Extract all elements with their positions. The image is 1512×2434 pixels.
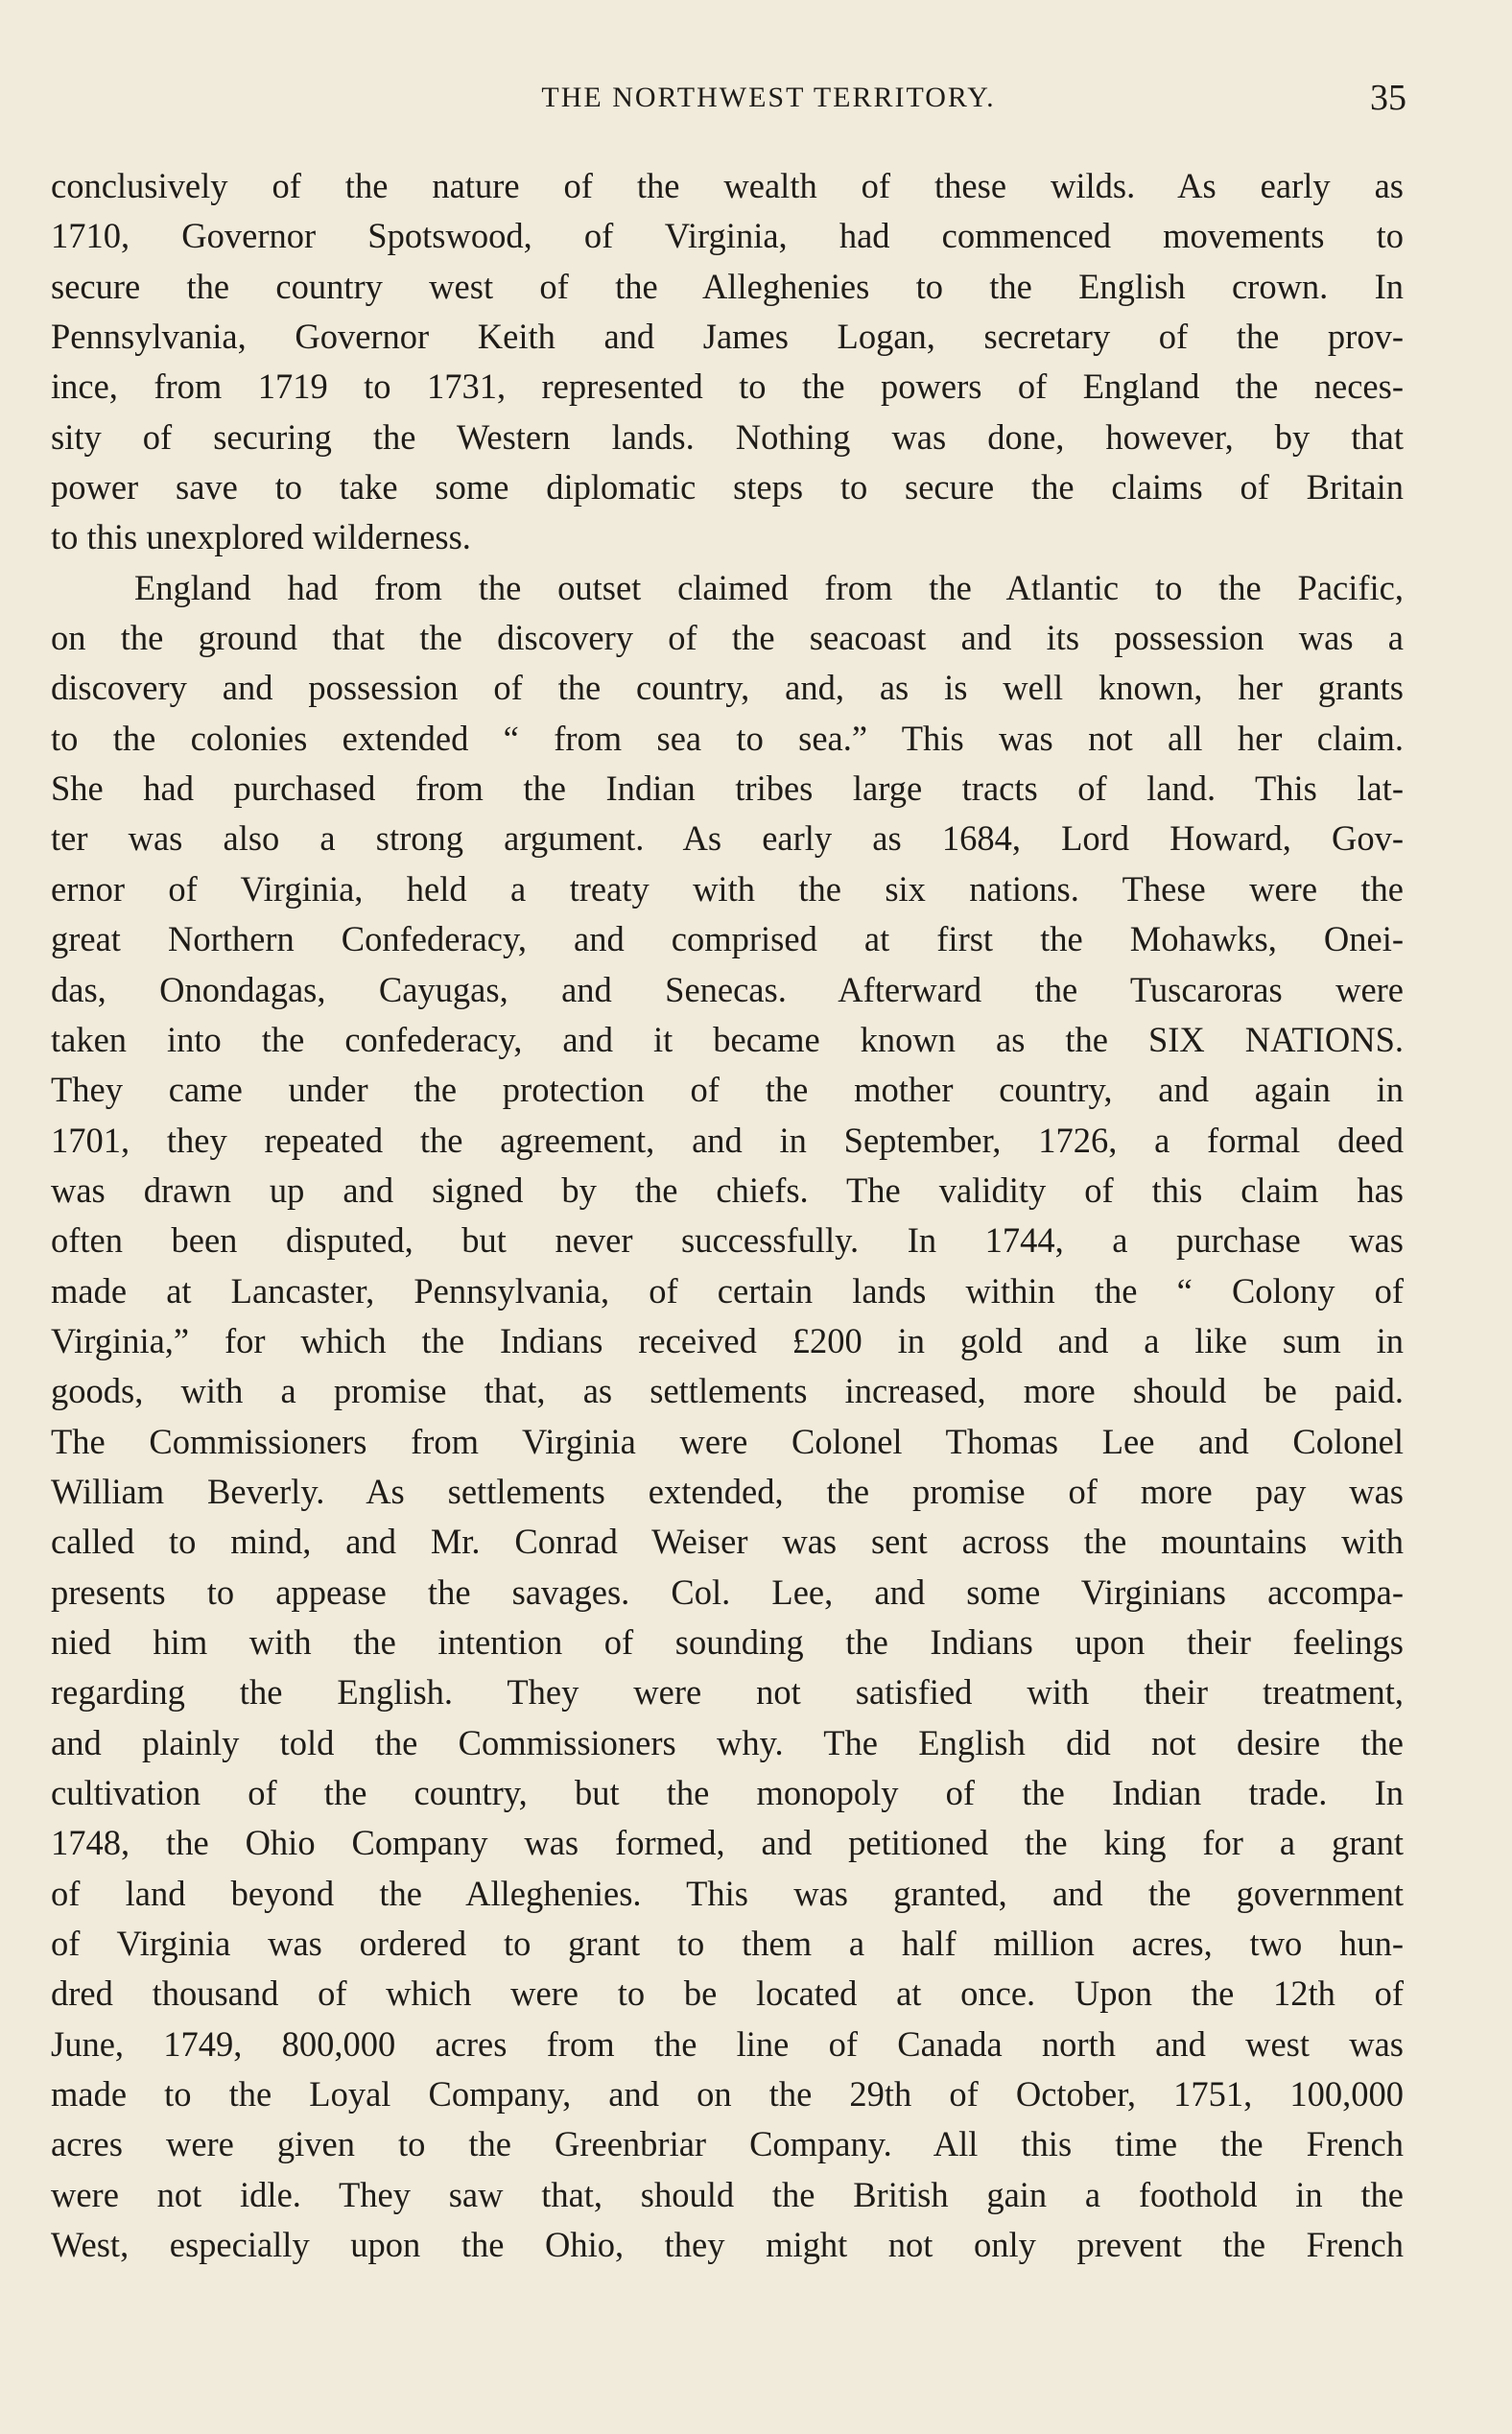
text-line: Pennsylvania, Governor Keith and James Logan, secretary of the prov- [51,317,1404,357]
text-line: goods, with a promise that, as settlements increased, more should be paid. [51,1371,1404,1411]
page-number: 35 [1370,78,1406,118]
text-line: She had purchased from the Indian tribes large tracts of land. This lat- [51,768,1404,809]
text-line: June, 1749, 800,000 acres from the line of Canada north and west was [51,2023,1404,2064]
text-line: taken into the confederacy, and it became known as the SIX NATIONS. [51,1019,1404,1059]
text-line: to this unexplored wilderness. [51,517,471,557]
text-line: made to the Loyal Company, and on the 29th of October, 1751, 100,000 [51,2074,1404,2115]
text-line: conclusively of the nature of the wealth of these wilds. As early as [51,166,1404,205]
text-line: called to mind, and Mr. Conrad Weiser was sent across the mountains with [51,1522,1404,1562]
text-line: 1701, they repeated the agreement, and in September, 1726, a formal deed [51,1120,1404,1160]
text-line: 1710, Governor Spotswood, of Virginia, had commenced movements to [51,216,1404,256]
text-line: on the ground that the discovery of the seacoast and its possession was a [51,618,1404,658]
text-line: They came under the protection of the mother country, and again in [51,1070,1404,1110]
text-line: ince, from 1719 to 1731, represented to the powers of England the neces- [51,366,1404,407]
text-line: and plainly told the Commissioners why. The English did not desire the [51,1722,1404,1762]
text-line: regarding the English. They were not satisfied with their treatment, [51,1672,1404,1713]
text-line: Virginia,” for which the Indians received £200 in gold and a like sum in [51,1320,1404,1360]
running-head [54,79,1406,127]
text-line: were not idle. They saw that, should the British gain a foothold in the [51,2174,1404,2214]
text-line: sity of securing the Western lands. Nothing was done, however, by that [51,416,1404,457]
text-line: England had from the outset claimed from the Atlantic to the Pacific, [134,567,1404,607]
text-line: West, especially upon the Ohio, they might not only prevent the French [51,2225,1404,2265]
text-line: William Beverly. As settlements extended, the promise of more pay was [51,1471,1404,1511]
text-line: The Commissioners from Virginia were Colonel Thomas Lee and Colonel [51,1421,1404,1461]
text-line: 1748, the Ohio Company was formed, and petitioned the king for a grant [51,1823,1404,1863]
text-line: of land beyond the Alleghenies. This was granted, and the government [51,1873,1404,1913]
text-line: of Virginia was ordered to grant to them a half million acres, two hun- [51,1924,1404,1964]
text-line: dred thousand of which were to be located at once. Upon the 12th of [51,1973,1404,2014]
text-line: was drawn up and signed by the chiefs. The validity of this claim has [51,1170,1404,1210]
text-line: power save to take some diplomatic steps to secure the claims of Britain [51,467,1404,508]
text-line: das, Onondagas, Cayugas, and Senecas. Afterward the Tuscaroras were [51,969,1404,1009]
text-line: acres were given to the Greenbriar Company. All this time the French [51,2124,1404,2164]
text-line: presents to appease the savages. Col. Lee, and some Virginians accompa- [51,1571,1404,1612]
text-line: cultivation of the country, but the monopoly of the Indian trade. In [51,1773,1404,1812]
text-line: secure the country west of the Alleghenies to the English crown. In [51,266,1404,306]
text-line: ter was also a strong argument. As early as 1684, Lord Howard, Gov- [51,818,1404,859]
text-line: often been disputed, but never successfully. In 1744, a purchase was [51,1220,1404,1261]
text-line: great Northern Confederacy, and comprised at first the Mohawks, Onei- [51,919,1404,959]
text-line: ernor of Virginia, held a treaty with the six nations. These were the [51,868,1404,909]
text-line: discovery and possession of the country, and, as is well known, her grants [51,668,1404,708]
running-title: THE NORTHWEST TERRITORY. [541,82,996,113]
text-line: to the colonies extended “ from sea to sea.” This was not all her claim. [51,718,1404,758]
text-line: made at Lancaster, Pennsylvania, of certain lands within the “ Colony of [51,1270,1404,1311]
text-line: nied him with the intention of sounding the Indians upon their feelings [51,1621,1404,1662]
body-text [51,161,1404,2270]
